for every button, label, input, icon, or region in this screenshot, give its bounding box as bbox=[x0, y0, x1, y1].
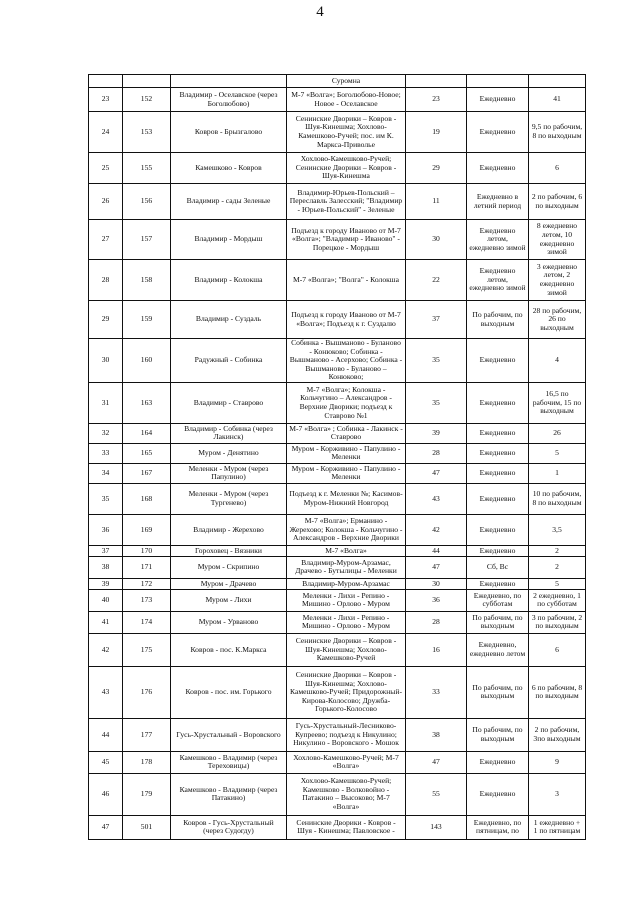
trips-cell: 5 bbox=[529, 443, 586, 463]
route-path-cell: Владимир-Муром-Арзамас, Драчево - Бутылицы - Меленки bbox=[287, 556, 406, 578]
schedule-cell: Ежедневно bbox=[467, 88, 529, 112]
route-name-cell: Владимир - Мордыш bbox=[171, 220, 287, 260]
distance-cell: 23 bbox=[406, 88, 467, 112]
route-path-cell: Гусь-Хрустальный-Лесниково-Купреево; подъезд к Никулино; Никулино - Воровского - Мошок bbox=[287, 718, 406, 751]
route-name-cell: Владимир - сады Зеленые bbox=[171, 184, 287, 220]
trips-cell: 3 bbox=[529, 773, 586, 815]
route-name-cell: Гороховец - Вязники bbox=[171, 545, 287, 556]
row-number-cell: 36 bbox=[89, 514, 123, 545]
schedule-cell: Ежедневно bbox=[467, 339, 529, 383]
trips-cell: 6 по рабочим, 8 по выходным bbox=[529, 666, 586, 718]
row-number-cell: 39 bbox=[89, 578, 123, 589]
distance-cell: 37 bbox=[406, 301, 467, 339]
route-name-cell: Ковров - пос. К.Маркса bbox=[171, 633, 287, 666]
route-path-cell: Муром - Корживино - Папулино - Меленки bbox=[287, 443, 406, 463]
table-row bbox=[89, 773, 586, 815]
route-number-cell: 177 bbox=[123, 718, 171, 751]
distance-cell: 35 bbox=[406, 382, 467, 423]
row-number-cell: 27 bbox=[89, 220, 123, 260]
distance-cell: 35 bbox=[406, 339, 467, 383]
table-row bbox=[89, 578, 586, 589]
route-name-cell: Муром - Лихи bbox=[171, 589, 287, 611]
row-number-cell: 45 bbox=[89, 751, 123, 773]
distance-cell: 30 bbox=[406, 220, 467, 260]
schedule-cell: По рабочим, по выходным bbox=[467, 301, 529, 339]
table-row bbox=[89, 153, 586, 184]
schedule-cell: Ежедневно bbox=[467, 153, 529, 184]
route-number-cell: 178 bbox=[123, 751, 171, 773]
route-name-cell: Владимир - Жерехово bbox=[171, 514, 287, 545]
table-row bbox=[89, 751, 586, 773]
distance-cell: 43 bbox=[406, 483, 467, 514]
route-number-cell: 501 bbox=[123, 815, 171, 839]
route-path-cell: Хохлово-Камешково-Ручей; Сенинские Дворики – Ковров - Шуя-Кинешма bbox=[287, 153, 406, 184]
row-number-cell: 43 bbox=[89, 666, 123, 718]
schedule-cell: Ежедневно, ежедневно летом bbox=[467, 633, 529, 666]
route-path-cell: М-7 «Волга» ; Собинка - Лакинск - Ставрово bbox=[287, 423, 406, 443]
row-number-cell: 47 bbox=[89, 815, 123, 839]
route-name-cell: Камешково - Ковров bbox=[171, 153, 287, 184]
schedule-cell: Ежедневно bbox=[467, 382, 529, 423]
table-header-row bbox=[89, 75, 586, 88]
route-number-cell: 171 bbox=[123, 556, 171, 578]
trips-cell: 10 по рабочим, 8 по выходным bbox=[529, 483, 586, 514]
distance-cell: 22 bbox=[406, 260, 467, 301]
route-path-cell: Подъезд к городу Иваново от М-7 «Волга»; "Владимир - Иваново" - Порецкое - Мордыш bbox=[287, 220, 406, 260]
schedule-cell: Ежедневно bbox=[467, 773, 529, 815]
table-row bbox=[89, 88, 586, 112]
trips-cell: 3 по рабочим, 2 по выходным bbox=[529, 611, 586, 633]
row-number-cell: 24 bbox=[89, 112, 123, 153]
trips-cell: 2 ежедневно, 1 по субботам bbox=[529, 589, 586, 611]
trips-cell: 9,5 по рабочим, 8 по выходным bbox=[529, 112, 586, 153]
trips-cell: 1 ежедневно + 1 по пятницам bbox=[529, 815, 586, 839]
empty-cell bbox=[123, 75, 171, 88]
table-row bbox=[89, 589, 586, 611]
route-number-cell: 152 bbox=[123, 88, 171, 112]
route-number-cell: 170 bbox=[123, 545, 171, 556]
route-name-cell: Ковров - пос. им. Горького bbox=[171, 666, 287, 718]
route-name-cell: Владимир - Собинка (через Лакинск) bbox=[171, 423, 287, 443]
distance-cell: 47 bbox=[406, 463, 467, 483]
route-number-cell: 169 bbox=[123, 514, 171, 545]
route-path-cell: Подъезд к г. Меленки №; Касимов-Муром-Нижний Новгород bbox=[287, 483, 406, 514]
table-row bbox=[89, 260, 586, 301]
table-row bbox=[89, 514, 586, 545]
table-row bbox=[89, 184, 586, 220]
route-name-cell: Меленки - Муром (через Тургенево) bbox=[171, 483, 287, 514]
schedule-cell: Ежедневно bbox=[467, 578, 529, 589]
trips-cell: 2 bbox=[529, 556, 586, 578]
route-path-cell: М-7 «Волга»; Колокша - Кольчугино – Александров - Верхние Дворики; подъезд к Ставрово №1 bbox=[287, 382, 406, 423]
row-number-cell: 25 bbox=[89, 153, 123, 184]
distance-cell: 19 bbox=[406, 112, 467, 153]
route-path-cell: М-7 «Волга»; "Волга" - Колокша bbox=[287, 260, 406, 301]
table-row bbox=[89, 718, 586, 751]
table-row bbox=[89, 815, 586, 839]
table-row bbox=[89, 545, 586, 556]
route-number-cell: 158 bbox=[123, 260, 171, 301]
distance-cell: 38 bbox=[406, 718, 467, 751]
route-path-cell: Собинка - Вышманово - Буланово - Конюково; Собинка - Вышманово - Асерхово; Собинка - Вышманово - Буланово – Конюково; bbox=[287, 339, 406, 383]
distance-cell: 30 bbox=[406, 578, 467, 589]
distance-cell: 11 bbox=[406, 184, 467, 220]
route-name-cell: Ковров - Гусь-Хрустальный (через Судогду) bbox=[171, 815, 287, 839]
schedule-cell: Ежедневно летом, ежедневно зимой bbox=[467, 260, 529, 301]
routes-table-body bbox=[89, 75, 586, 840]
row-number-cell: 44 bbox=[89, 718, 123, 751]
distance-cell: 28 bbox=[406, 611, 467, 633]
schedule-cell: Ежедневно bbox=[467, 545, 529, 556]
trips-cell: 5 bbox=[529, 578, 586, 589]
route-number-cell: 167 bbox=[123, 463, 171, 483]
row-number-cell: 40 bbox=[89, 589, 123, 611]
route-number-cell: 175 bbox=[123, 633, 171, 666]
trips-cell: 8 ежедневно летом, 10 ежедневно зимой bbox=[529, 220, 586, 260]
region-label: Суромна bbox=[287, 75, 406, 88]
trips-cell: 3,5 bbox=[529, 514, 586, 545]
route-number-cell: 164 bbox=[123, 423, 171, 443]
distance-cell: 42 bbox=[406, 514, 467, 545]
route-path-cell: Подъезд к городу Иваново от М-7 «Волга»; Подъезд к г. Суздалю bbox=[287, 301, 406, 339]
row-number-cell: 33 bbox=[89, 443, 123, 463]
distance-cell: 33 bbox=[406, 666, 467, 718]
table-row bbox=[89, 112, 586, 153]
route-number-cell: 176 bbox=[123, 666, 171, 718]
route-number-cell: 174 bbox=[123, 611, 171, 633]
route-name-cell: Муром - Скрипино bbox=[171, 556, 287, 578]
row-number-cell: 26 bbox=[89, 184, 123, 220]
route-name-cell: Ковров - Брызгалово bbox=[171, 112, 287, 153]
distance-cell: 47 bbox=[406, 556, 467, 578]
trips-cell: 2 по рабочим, 6 по выходным bbox=[529, 184, 586, 220]
empty-cell bbox=[89, 75, 123, 88]
row-number-cell: 23 bbox=[89, 88, 123, 112]
route-path-cell: Меленки - Лихи - Репино - Мишино - Орлово - Муром bbox=[287, 589, 406, 611]
route-path-cell: Владимир-Муром-Арзамас bbox=[287, 578, 406, 589]
route-path-cell: М-7 «Волга»; Ерманино - Жерехово; Колокша - Кольчугино - Александров - Верхние Дворики bbox=[287, 514, 406, 545]
trips-cell: 9 bbox=[529, 751, 586, 773]
route-path-cell: М-7 «Волга» bbox=[287, 545, 406, 556]
trips-cell: 2 по рабочим, 3по выходным bbox=[529, 718, 586, 751]
row-number-cell: 28 bbox=[89, 260, 123, 301]
route-name-cell: Владимир - Колокша bbox=[171, 260, 287, 301]
schedule-cell: По рабочим, по выходным bbox=[467, 611, 529, 633]
distance-cell: 29 bbox=[406, 153, 467, 184]
route-path-cell: Сенинские Дворики – Ковров - Шуя-Кинешма; Хохлово-Камешково-Ручей; пос. им К. Маркса-Приволье bbox=[287, 112, 406, 153]
route-name-cell: Камешково - Владимир (через Патакино) bbox=[171, 773, 287, 815]
row-number-cell: 42 bbox=[89, 633, 123, 666]
route-number-cell: 160 bbox=[123, 339, 171, 383]
trips-cell: 28 по рабочим, 26 по выходным bbox=[529, 301, 586, 339]
distance-cell: 28 bbox=[406, 443, 467, 463]
distance-cell: 44 bbox=[406, 545, 467, 556]
route-number-cell: 157 bbox=[123, 220, 171, 260]
schedule-cell: Ежедневно, по субботам bbox=[467, 589, 529, 611]
table-row bbox=[89, 339, 586, 383]
empty-cell bbox=[406, 75, 467, 88]
route-name-cell: Меленки - Муром (через Папулино) bbox=[171, 463, 287, 483]
route-name-cell: Владимир - Суздаль bbox=[171, 301, 287, 339]
distance-cell: 16 bbox=[406, 633, 467, 666]
schedule-cell: Ежедневно в летний период bbox=[467, 184, 529, 220]
route-number-cell: 153 bbox=[123, 112, 171, 153]
route-number-cell: 159 bbox=[123, 301, 171, 339]
distance-cell: 39 bbox=[406, 423, 467, 443]
distance-cell: 47 bbox=[406, 751, 467, 773]
table-row bbox=[89, 443, 586, 463]
trips-cell: 6 bbox=[529, 153, 586, 184]
route-path-cell: Хохлово-Камешково-Ручей; Камешково - Волковойно - Патакино – Высоково; М-7 «Волга» bbox=[287, 773, 406, 815]
distance-cell: 36 bbox=[406, 589, 467, 611]
route-number-cell: 173 bbox=[123, 589, 171, 611]
empty-cell bbox=[529, 75, 586, 88]
schedule-cell: По рабочим, по выходным bbox=[467, 718, 529, 751]
table-row bbox=[89, 633, 586, 666]
route-path-cell: М-7 «Волга»; Боголюбово-Новое; Новое - Оселавское bbox=[287, 88, 406, 112]
distance-cell: 55 bbox=[406, 773, 467, 815]
schedule-cell: Ежедневно bbox=[467, 443, 529, 463]
table-row bbox=[89, 556, 586, 578]
route-number-cell: 179 bbox=[123, 773, 171, 815]
schedule-cell: Ежедневно, по пятницам, по bbox=[467, 815, 529, 839]
route-path-cell: Хохлово-Камешково-Ручей; М-7 «Волга» bbox=[287, 751, 406, 773]
route-name-cell: Муром - Урвановo bbox=[171, 611, 287, 633]
row-number-cell: 29 bbox=[89, 301, 123, 339]
trips-cell: 1 bbox=[529, 463, 586, 483]
schedule-cell: Сб, Вс bbox=[467, 556, 529, 578]
route-number-cell: 165 bbox=[123, 443, 171, 463]
row-number-cell: 35 bbox=[89, 483, 123, 514]
schedule-cell: По рабочим, по выходным bbox=[467, 666, 529, 718]
table-row bbox=[89, 463, 586, 483]
trips-cell: 26 bbox=[529, 423, 586, 443]
schedule-cell: Ежедневно bbox=[467, 463, 529, 483]
trips-cell: 41 bbox=[529, 88, 586, 112]
route-name-cell: Камешково - Владимир (через Тереховицы) bbox=[171, 751, 287, 773]
table-row bbox=[89, 666, 586, 718]
schedule-cell: Ежедневно bbox=[467, 112, 529, 153]
trips-cell: 3 ежедневно летом, 2 ежедневно зимой bbox=[529, 260, 586, 301]
table-row bbox=[89, 301, 586, 339]
row-number-cell: 34 bbox=[89, 463, 123, 483]
route-path-cell: Сенинские Дворики – Ковров - Шуя-Кинешма; Хохлово-Камешково-Ручей; Придорожный-Кирова-Колосово; Дружба-Горького-Колосово bbox=[287, 666, 406, 718]
schedule-cell: Ежедневно bbox=[467, 751, 529, 773]
route-path-cell: Владимир-Юрьев-Польский – Переславль Залесский; "Владимир - Юрьев-Польский" - Зеленые bbox=[287, 184, 406, 220]
table-row bbox=[89, 382, 586, 423]
schedule-cell: Ежедневно bbox=[467, 423, 529, 443]
row-number-cell: 41 bbox=[89, 611, 123, 633]
schedule-cell: Ежедневно летом, ежедневно зимой bbox=[467, 220, 529, 260]
empty-cell bbox=[171, 75, 287, 88]
route-path-cell: Сенинские Дворики - Ковров - Шуя - Кинешма; Павловское - bbox=[287, 815, 406, 839]
route-number-cell: 155 bbox=[123, 153, 171, 184]
table-row bbox=[89, 483, 586, 514]
route-name-cell: Муром - Денятино bbox=[171, 443, 287, 463]
route-number-cell: 172 bbox=[123, 578, 171, 589]
distance-cell: 143 bbox=[406, 815, 467, 839]
row-number-cell: 31 bbox=[89, 382, 123, 423]
route-path-cell: Муром - Корживино - Папулино - Меленки bbox=[287, 463, 406, 483]
route-number-cell: 156 bbox=[123, 184, 171, 220]
row-number-cell: 37 bbox=[89, 545, 123, 556]
row-number-cell: 38 bbox=[89, 556, 123, 578]
route-name-cell: Владимир - Ставрово bbox=[171, 382, 287, 423]
route-path-cell: Сенинские Дворики – Ковров - Шуя-Кинешма; Хохлово-Камешково-Ручей bbox=[287, 633, 406, 666]
route-path-cell: Меленки - Лихи - Репино - Мишино - Орлово - Муром bbox=[287, 611, 406, 633]
table-row bbox=[89, 220, 586, 260]
row-number-cell: 30 bbox=[89, 339, 123, 383]
trips-cell: 2 bbox=[529, 545, 586, 556]
table-row bbox=[89, 423, 586, 443]
table-row bbox=[89, 611, 586, 633]
route-name-cell: Гусь-Хрустальный - Воровского bbox=[171, 718, 287, 751]
trips-cell: 6 bbox=[529, 633, 586, 666]
route-name-cell: Радужный - Собинка bbox=[171, 339, 287, 383]
trips-cell: 4 bbox=[529, 339, 586, 383]
route-number-cell: 163 bbox=[123, 382, 171, 423]
route-name-cell: Муром - Драчево bbox=[171, 578, 287, 589]
schedule-cell: Ежедневно bbox=[467, 514, 529, 545]
route-name-cell: Владимир - Оселавское (через Боголюбово) bbox=[171, 88, 287, 112]
empty-cell bbox=[467, 75, 529, 88]
trips-cell: 16,5 по рабочим, 15 по выходным bbox=[529, 382, 586, 423]
row-number-cell: 46 bbox=[89, 773, 123, 815]
page-number: 4 bbox=[316, 4, 324, 20]
routes-table bbox=[88, 74, 586, 840]
route-number-cell: 168 bbox=[123, 483, 171, 514]
schedule-cell: Ежедневно bbox=[467, 483, 529, 514]
row-number-cell: 32 bbox=[89, 423, 123, 443]
